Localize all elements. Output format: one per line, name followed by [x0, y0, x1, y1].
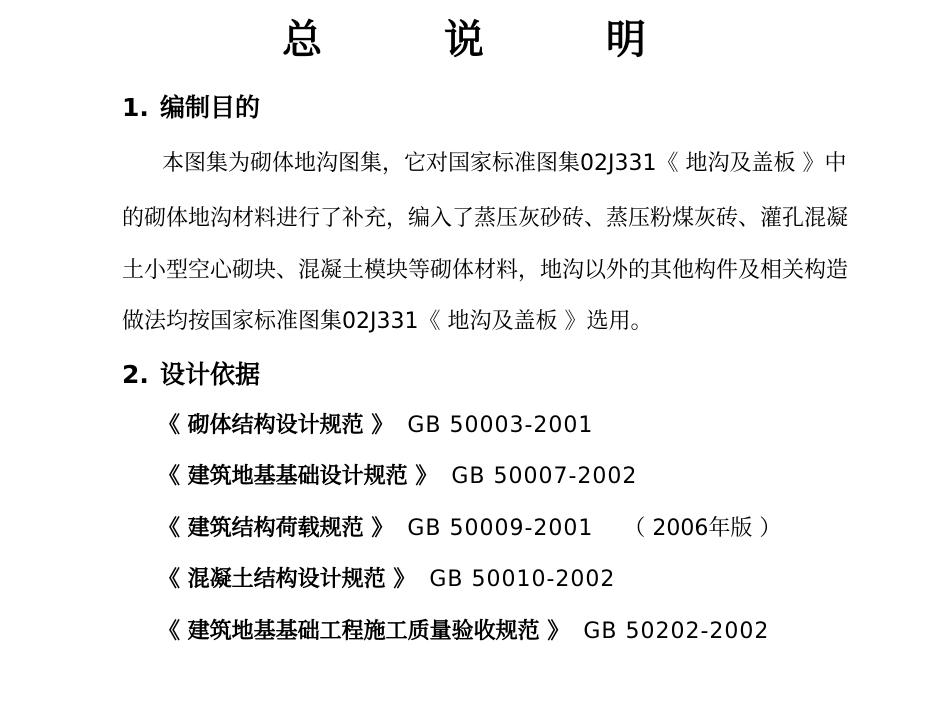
reference-title: 《 建筑地基基础设计规范 》 [158, 464, 438, 489]
section-1-heading [122, 91, 260, 125]
section-1-line-1: 本图集为砌体地沟图集，它对国家标准图集02J331《 地沟及盖板 》中 [162, 151, 847, 176]
reference-code: GB 50009-2001 [407, 516, 594, 541]
reference-edition-note: （ 2006年版 ） [623, 516, 782, 541]
page-title: 总 说 明 [282, 17, 700, 63]
reference-item [158, 616, 769, 648]
reference-item [158, 564, 615, 596]
section-2-title: 设计依据 [160, 360, 261, 389]
section-1-line-2: 的砌体地沟材料进行了补充，编入了蒸压灰砂砖、蒸压粉煤灰砖、灌孔混凝 [122, 206, 849, 231]
section-1-number: 1. [122, 93, 149, 122]
reference-title: 《 建筑结构荷载规范 》 [158, 516, 394, 541]
reference-code: GB 50007-2002 [451, 464, 638, 489]
section-2-number: 2. [122, 360, 149, 389]
reference-item [158, 461, 637, 493]
reference-item [158, 513, 781, 545]
section-1-line-4: 做法均按国家标准图集02J331《 地沟及盖板 》选用。 [122, 309, 653, 334]
reference-code: GB 50010-2002 [429, 567, 616, 592]
reference-title: 《 砌体结构设计规范 》 [158, 413, 394, 438]
section-1-line-3: 土小型空心砌块、混凝土模块等砌体材料，地沟以外的其他构件及相关构造 [122, 258, 849, 283]
reference-item [158, 410, 593, 442]
reference-code: GB 50202-2002 [583, 619, 770, 644]
reference-title: 《 建筑地基基础工程施工质量验收规范 》 [158, 619, 570, 644]
section-2-heading [122, 358, 260, 392]
section-1-title: 编制目的 [160, 93, 261, 122]
reference-title: 《 混凝土结构设计规范 》 [158, 567, 416, 592]
reference-code: GB 50003-2001 [407, 413, 594, 438]
